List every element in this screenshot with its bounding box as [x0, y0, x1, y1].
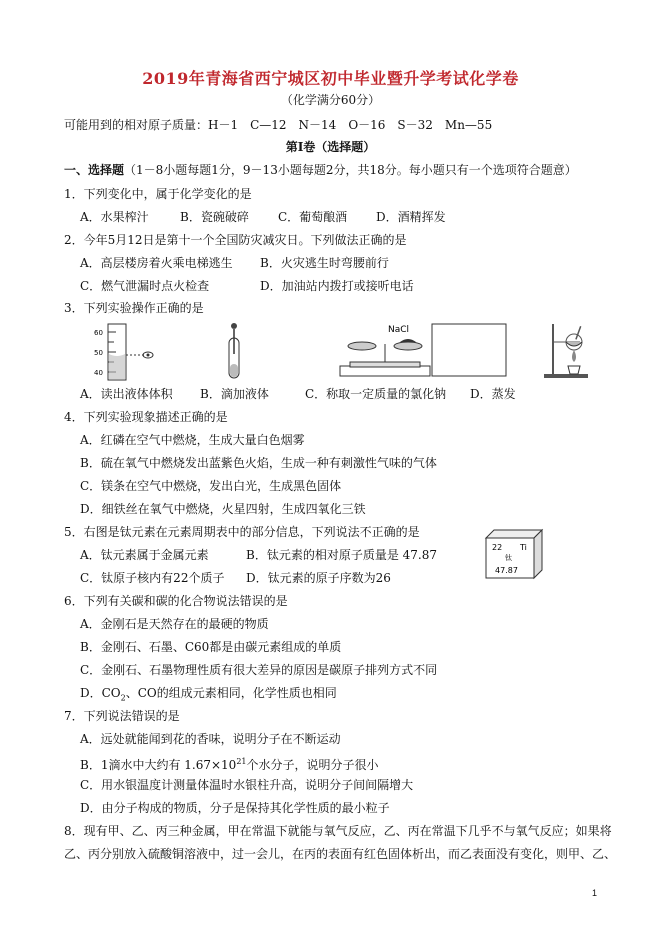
q2-stem: 2．今年5月12日是第十一个全国防灾减灾日。下列做法正确的是: [64, 233, 407, 247]
q2-option-d: D．加油站内拨打或接听电话: [260, 279, 414, 293]
q4-stem: 4．下列实验现象描述正确的是: [64, 410, 228, 424]
tick-label: 60: [94, 329, 103, 337]
q6-d-post: 、CO的组成元素相同，化学性质也相同: [125, 686, 337, 700]
evaporation-figure: [540, 320, 592, 380]
q2-option-a: A．高层楼房着火乘电梯逃生: [80, 256, 233, 270]
q6-stem: 6．下列有关碳和碳的化合物说法错误的是: [64, 594, 288, 608]
subtitle: （化学满分60分）: [280, 93, 381, 107]
part1-label: 一、选择题: [64, 163, 125, 177]
q3-option-b: B．滴加液体: [200, 387, 269, 401]
q6-option-a: A．金刚石是天然存在的最硬的物质: [80, 617, 269, 631]
q4-option-a: A．红磷在空气中燃烧，生成大量白色烟雾: [80, 433, 305, 447]
tick-label: 40: [94, 369, 103, 377]
q1-option-d: D．酒精挥发: [376, 210, 446, 224]
q8-line2: 乙、丙分别放入硫酸铜溶液中，过一会儿，在丙的表面有红色固体析出，而乙表面没有变化，则甲、乙、: [64, 847, 617, 861]
q4-option-c: C．镁条在空气中燃烧，发出白光，生成黑色固体: [80, 479, 342, 493]
nacl-label: NaCl: [388, 325, 410, 335]
tick-label: 50: [94, 349, 103, 357]
q7-b-sup: 21: [236, 757, 247, 766]
q7-option-c: C．用水银温度计测量体温时水银柱升高，说明分子间间隔增大: [80, 778, 414, 792]
element-symbol: Ti: [520, 543, 527, 552]
q4-option-d: D．细铁丝在氧气中燃烧，火星四射，生成四氧化三铁: [80, 502, 366, 516]
q7-b-post: 个水分子，说明分子很小: [246, 758, 379, 772]
q1-option-a: A．水果榨汁: [80, 210, 149, 224]
q4-option-b: B．硫在氧气中燃烧发出蓝紫色火焰，生成一种有刺激性气味的气体: [80, 456, 437, 470]
q6-d-pre: D．CO: [80, 686, 121, 700]
q6-option-c: C．金刚石、石墨物理性质有很大差异的原因是碳原子排列方式不同: [80, 663, 438, 677]
atomic-masses: 可能用到的相对原子质量：H－1 C—12 N－14 O－16 S－32 Mn—55: [64, 118, 493, 132]
q8-line1: 8．现有甲、乙、丙三种金属，甲在常温下就能与氧气反应，乙、丙在常温下几乎不与氧气反应；如果将: [64, 824, 612, 838]
balance-figure: [336, 322, 516, 380]
q5-option-a: A．钛元素属于金属元素: [80, 548, 209, 562]
part1-desc: （1－8小题每题1分，9－13小题每题2分，共18分。每小题只有一个选项符合题意）: [124, 163, 577, 177]
q5-stem: 5．右图是钛元素在元素周期表中的部分信息，下列说法不正确的是: [64, 525, 420, 539]
q3-stem: 3．下列实验操作正确的是: [64, 301, 204, 315]
q7-option-d: D．由分子构成的物质，分子是保持其化学性质的最小粒子: [80, 801, 390, 815]
q6-d-sub: 2: [120, 693, 126, 703]
section-heading: 第Ⅰ卷（选择题）: [285, 140, 376, 154]
part1-heading: [64, 162, 577, 178]
q1-stem: 1．下列变化中，属于化学变化的是: [64, 187, 252, 201]
q1-option-c: C．葡萄酿酒: [278, 210, 348, 224]
q7-option-b: [80, 754, 379, 773]
dropper-figure: [220, 322, 250, 382]
element-mass: 47.87: [495, 566, 518, 575]
q6-option-d: [80, 685, 337, 706]
q5-option-c: C．钛原子核内有22个质子: [80, 571, 225, 585]
page-number: 1: [591, 888, 597, 898]
q7-b-pre: B．1滴水中大约有 1.67×10: [80, 758, 237, 772]
q5-option-b: B．钛元素的相对原子质量是 47.87: [246, 548, 437, 562]
element-card-titanium: [484, 528, 544, 580]
q1-option-b: B．瓷碗破碎: [180, 210, 249, 224]
q6-option-b: B．金刚石、石墨、C60都是由碳元素组成的单质: [80, 640, 342, 654]
element-name: 钛: [505, 554, 512, 562]
q7-stem: 7．下列说法错误的是: [64, 709, 180, 723]
q3-option-a: A．读出液体体积: [80, 387, 173, 401]
q2-option-c: C．燃气泄漏时点火检查: [80, 279, 210, 293]
element-number: 22: [492, 543, 503, 552]
q3-option-d: D．蒸发: [470, 387, 516, 401]
graduated-cylinder-figure: [92, 322, 156, 382]
page-title: 2019年青海省西宁城区初中毕业暨升学考试化学卷: [142, 69, 519, 88]
q7-option-a: A．远处就能闻到花的香味，说明分子在不断运动: [80, 732, 341, 746]
q2-option-b: B．火灾逃生时弯腰前行: [260, 256, 389, 270]
q5-option-d: D．钛元素的原子序数为26: [246, 571, 391, 585]
q3-option-c: C．称取一定质量的氯化钠: [305, 387, 447, 401]
